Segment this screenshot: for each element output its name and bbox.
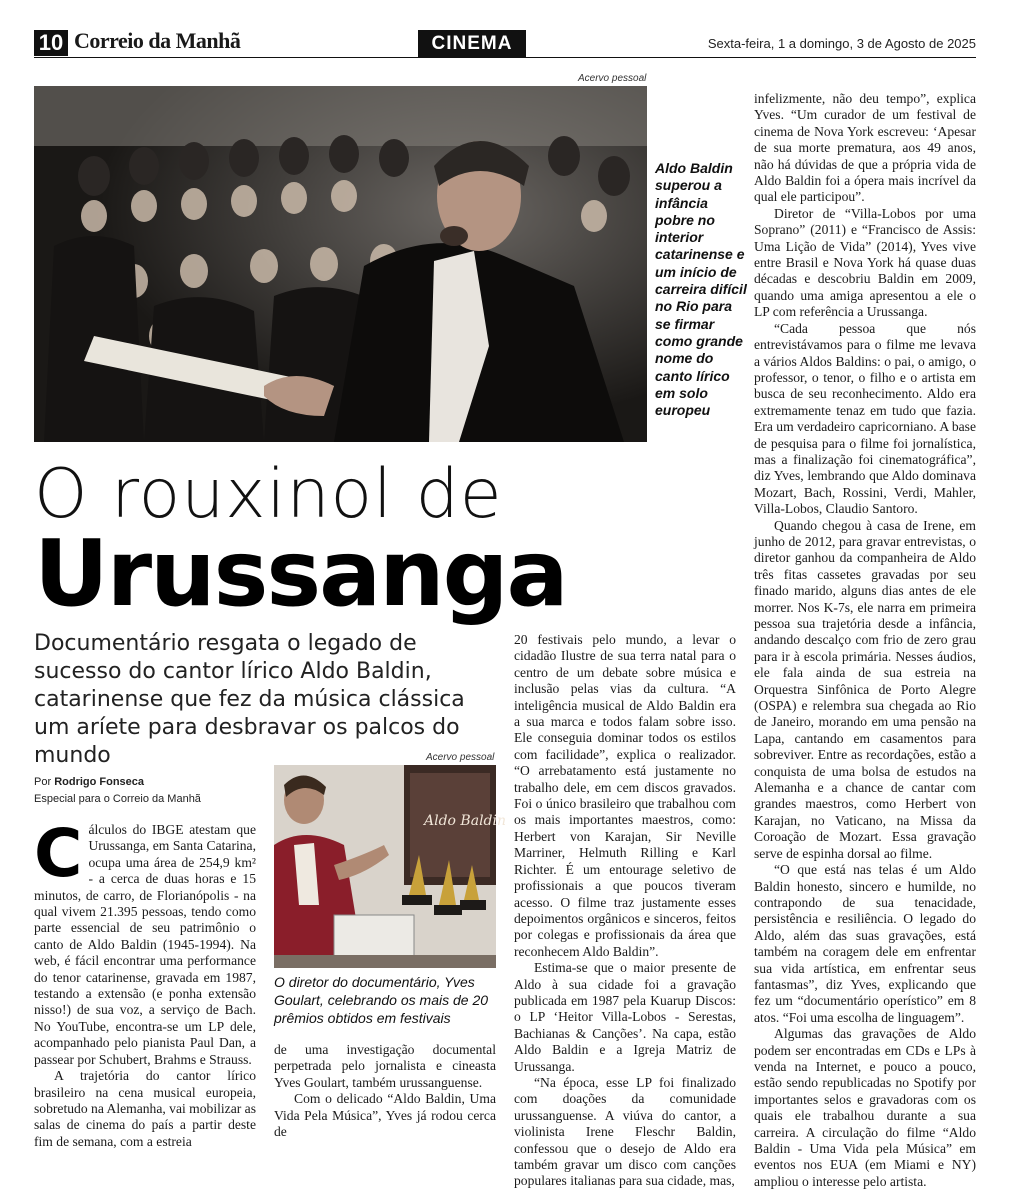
- second-photo-caption: O diretor do documentário, Yves Goulart, celebrando os mais de 20 prêmios obtidos em festivais: [274, 974, 489, 1026]
- headline-line2: Urussanga: [34, 520, 567, 627]
- article-text: álculos do IBGE atestam que Urussanga, em Santa Catarina, ocupa uma área de 254,9 km² - a cerca de duas horas e 15 minutos, de carro, de Florianópolis - na qual vivem 21.395 pessoas, tendo como parte essencial de seu patrimônio o canto de Aldo Baldin (1945-1994). Na web, é fácil encontrar uma performance do tenor catarinense, gravada em 1987, testando a extensão (e ponha extensão nisso!) de sua voz, a serviço de Bach. No YouTube, encontra-se um LP dele, acompanhado pelo pianista Paul Dan, a passear por Schubert, Brahms e Strauss.: [34, 822, 256, 1067]
- main-photo-credit: Acervo pessoal: [578, 73, 647, 84]
- article-paragraph: Estima-se que o maior presente de Aldo à sua cidade foi a gravação publicada em 1987 pela Kuarup Discos: o LP ‘Heitor Villa-Lobos - Serestas, Bachianas & Canções’. Na capa, estão Aldo Baldin e a Igreja Matriz de Urussanga.: [514, 960, 736, 1074]
- article-paragraph: de uma investigação documental perpetrada pelo jornalista e cineasta Yves Goulart, também urussanguense.: [274, 1042, 496, 1090]
- article-paragraph: infelizmente, não deu tempo”, explica Yves. “Um curador de um festival de cinema de Nova York escreveu: ‘Apesar de sua morte prematura, aos 49 anos, não há dúvidas de que a própria vida de Aldo Baldin foi a ópera mais incrível da qual ele participou”.: [754, 91, 976, 205]
- second-photo-credit: Acervo pessoal: [426, 752, 495, 763]
- page-number: 10: [34, 30, 68, 56]
- masthead: Correio da Manhã: [74, 28, 241, 53]
- article-column-3: [514, 632, 736, 1190]
- byline-author: Rodrigo Fonseca: [54, 776, 145, 788]
- edition-date: Sexta-feira, 1 a domingo, 3 de Agosto de 2025: [707, 36, 976, 51]
- article-paragraph: [34, 815, 256, 1068]
- article-paragraph: “O que está nas telas é um Aldo Baldin honesto, sincero e humilde, no contrapondo de sua tenacidade, persistência e resiliência. O legado do Aldo, além das suas gravações, está também na coragem dele em enfrentar sua vida artística, em enfrentar seus fantasmas”, diz Yves, explicando que fez um “documentário operístico” em 8 atos. “Foi uma escolha de linguagem”.: [754, 862, 976, 1025]
- article-column-4: [754, 91, 976, 1190]
- second-photo: [274, 765, 506, 968]
- subheadline: Documentário resgata o legado de sucesso do cantor lírico Aldo Baldin, catarinense que fez da música clássica um aríete para desbravar os palcos do mundo: [34, 631, 465, 768]
- article-paragraph: Algumas das gravações de Aldo podem ser encontradas em CDs e LPs à venda na Internet, e pouco a pouco, estão sendo republicadas no Spotify por importantes selos e gravadoras com os quais ele trabalhou durante a sua carreira. A circulação do filme “Aldo Baldin - Uma Vida pela Música” em eventos nos EUA (em Miami e NY) ampliou o interesse pelo artista.: [754, 1026, 976, 1189]
- poster-title: Aldo Baldin: [424, 813, 506, 829]
- director-with-awards-illustration: [274, 765, 506, 968]
- article-paragraph: “Na época, esse LP foi finalizado com doações da comunidade urussanguense. A viúva do cantor, a violinista Irene Fleschr Baldin, confessou que o desejo de Aldo era também gravar um disco com canções populares italianas para sua cidade, mas,: [514, 1074, 736, 1189]
- article-paragraph: Com o delicado “Aldo Baldin, Uma Vida Pela Música”, Yves já rodou cerca de: [274, 1091, 496, 1140]
- byline: [34, 774, 201, 808]
- header-rule: [34, 57, 976, 58]
- main-photo: [34, 86, 647, 442]
- article-paragraph: “Cada pessoa que nós entrevistávamos para o filme me levava a vários Aldos Baldins: o pai, o amigo, o professor, o tenor, o filho e o artista em busca de seu reconhecimento. Aldo era extremamente tenaz em tudo que fazia. Era um verdadeiro capricorniano. A base de pesquisa para o filme foi jornalística, mas a finalização foi cinematográfica”, diz Yves, lembrando que Aldo dominava Mozart, Bach, Rossini, Verdi, Mahler, Villa-Lobos, Claudio Santoro.: [754, 320, 976, 517]
- article-paragraph: 20 festivais pelo mundo, a levar o cidadão Ilustre de sua terra natal para o centro de um debate sobre música e inclusão pelas vias da cultura. “A inteligência musical de Aldo Baldin era a sua marca e todos falam sobre isso. Ele conseguia dominar todos os estilos com facilidade”, explica o realizador. “O arrebatamento está justamente no trabalho dele, em cem discos gravados. Foi o único brasileiro que trabalhou com os mais importantes maestros, como: Herbert von Karajan, Sir Neville Marriner, Helmuth Rilling e Karl Richter. É um entourage seletivo de profissionais a que poucos tiveram acesso. O filme traz justamente esses depoimentos orgânicos e sinceros, feitos por colegas e profissionais da área que reconhecem Aldo Baldin”.: [514, 632, 736, 959]
- section-label: CINEMA: [418, 30, 526, 58]
- article-column-1: [34, 815, 256, 1150]
- article-paragraph: Diretor de “Villa-Lobos por uma Soprano” (2011) e “Francisco de Assis: Uma Lição de Vida” (2014), Yves vive entre Brasil e Nova York há quase duas décadas e descobriu Baldin em 2009, quando uma amiga apresentou a ele o LP com referência a Urussanga.: [754, 205, 976, 320]
- headline-line1: O rouxinol de: [34, 455, 503, 534]
- article-paragraph: Quando chegou à casa de Irene, em junho de 2012, para gravar entrevistas, o diretor ganhou da companheira de Aldo três fitas cassetes gravadas por seu finado marido, alguns dias antes de ele morrer. Nos K-7s, ele narra em primeira pessoa sua trajetória desde a infância, andando descalço com frio de zero grau para ir à escola primária. Nesses áudios, ele fala ainda de sua estreia na Orquestra Sinfônica de Porto Alegre (OSPA) e relembra sua chegada ao Rio de Janeiro, morando em uma pensão na Lapa, cantando em casamentos para sobreviver. Entre as recordações, estão a conquista de uma bolsa de estudos na Alemanha e a chance de cantar com grandes maestros, como Herbert von Karajan, no Vaticano, na Missa da Coroação de Mozart. Essa gravação serve de espinha dorsal ao filme.: [754, 517, 976, 861]
- article-column-2: [274, 1042, 496, 1140]
- tenor-singing-illustration: [34, 86, 647, 442]
- byline-affiliation: Especial para o Correio da Manhã: [34, 793, 201, 805]
- drop-cap: C: [34, 815, 83, 892]
- byline-prefix: Por: [34, 776, 52, 788]
- main-photo-caption: Aldo Baldin superou a infância pobre no interior catarinense e um início de carreira difícil no Rio para se firmar como grande nome do canto lírico em solo europeu: [655, 160, 747, 419]
- article-paragraph: A trajetória do cantor lírico brasileiro na cena musical europeia, sobretudo na Alemanha, vai mobilizar as salas de cinema do país a partir deste fim de semana, com a estreia: [34, 1068, 256, 1149]
